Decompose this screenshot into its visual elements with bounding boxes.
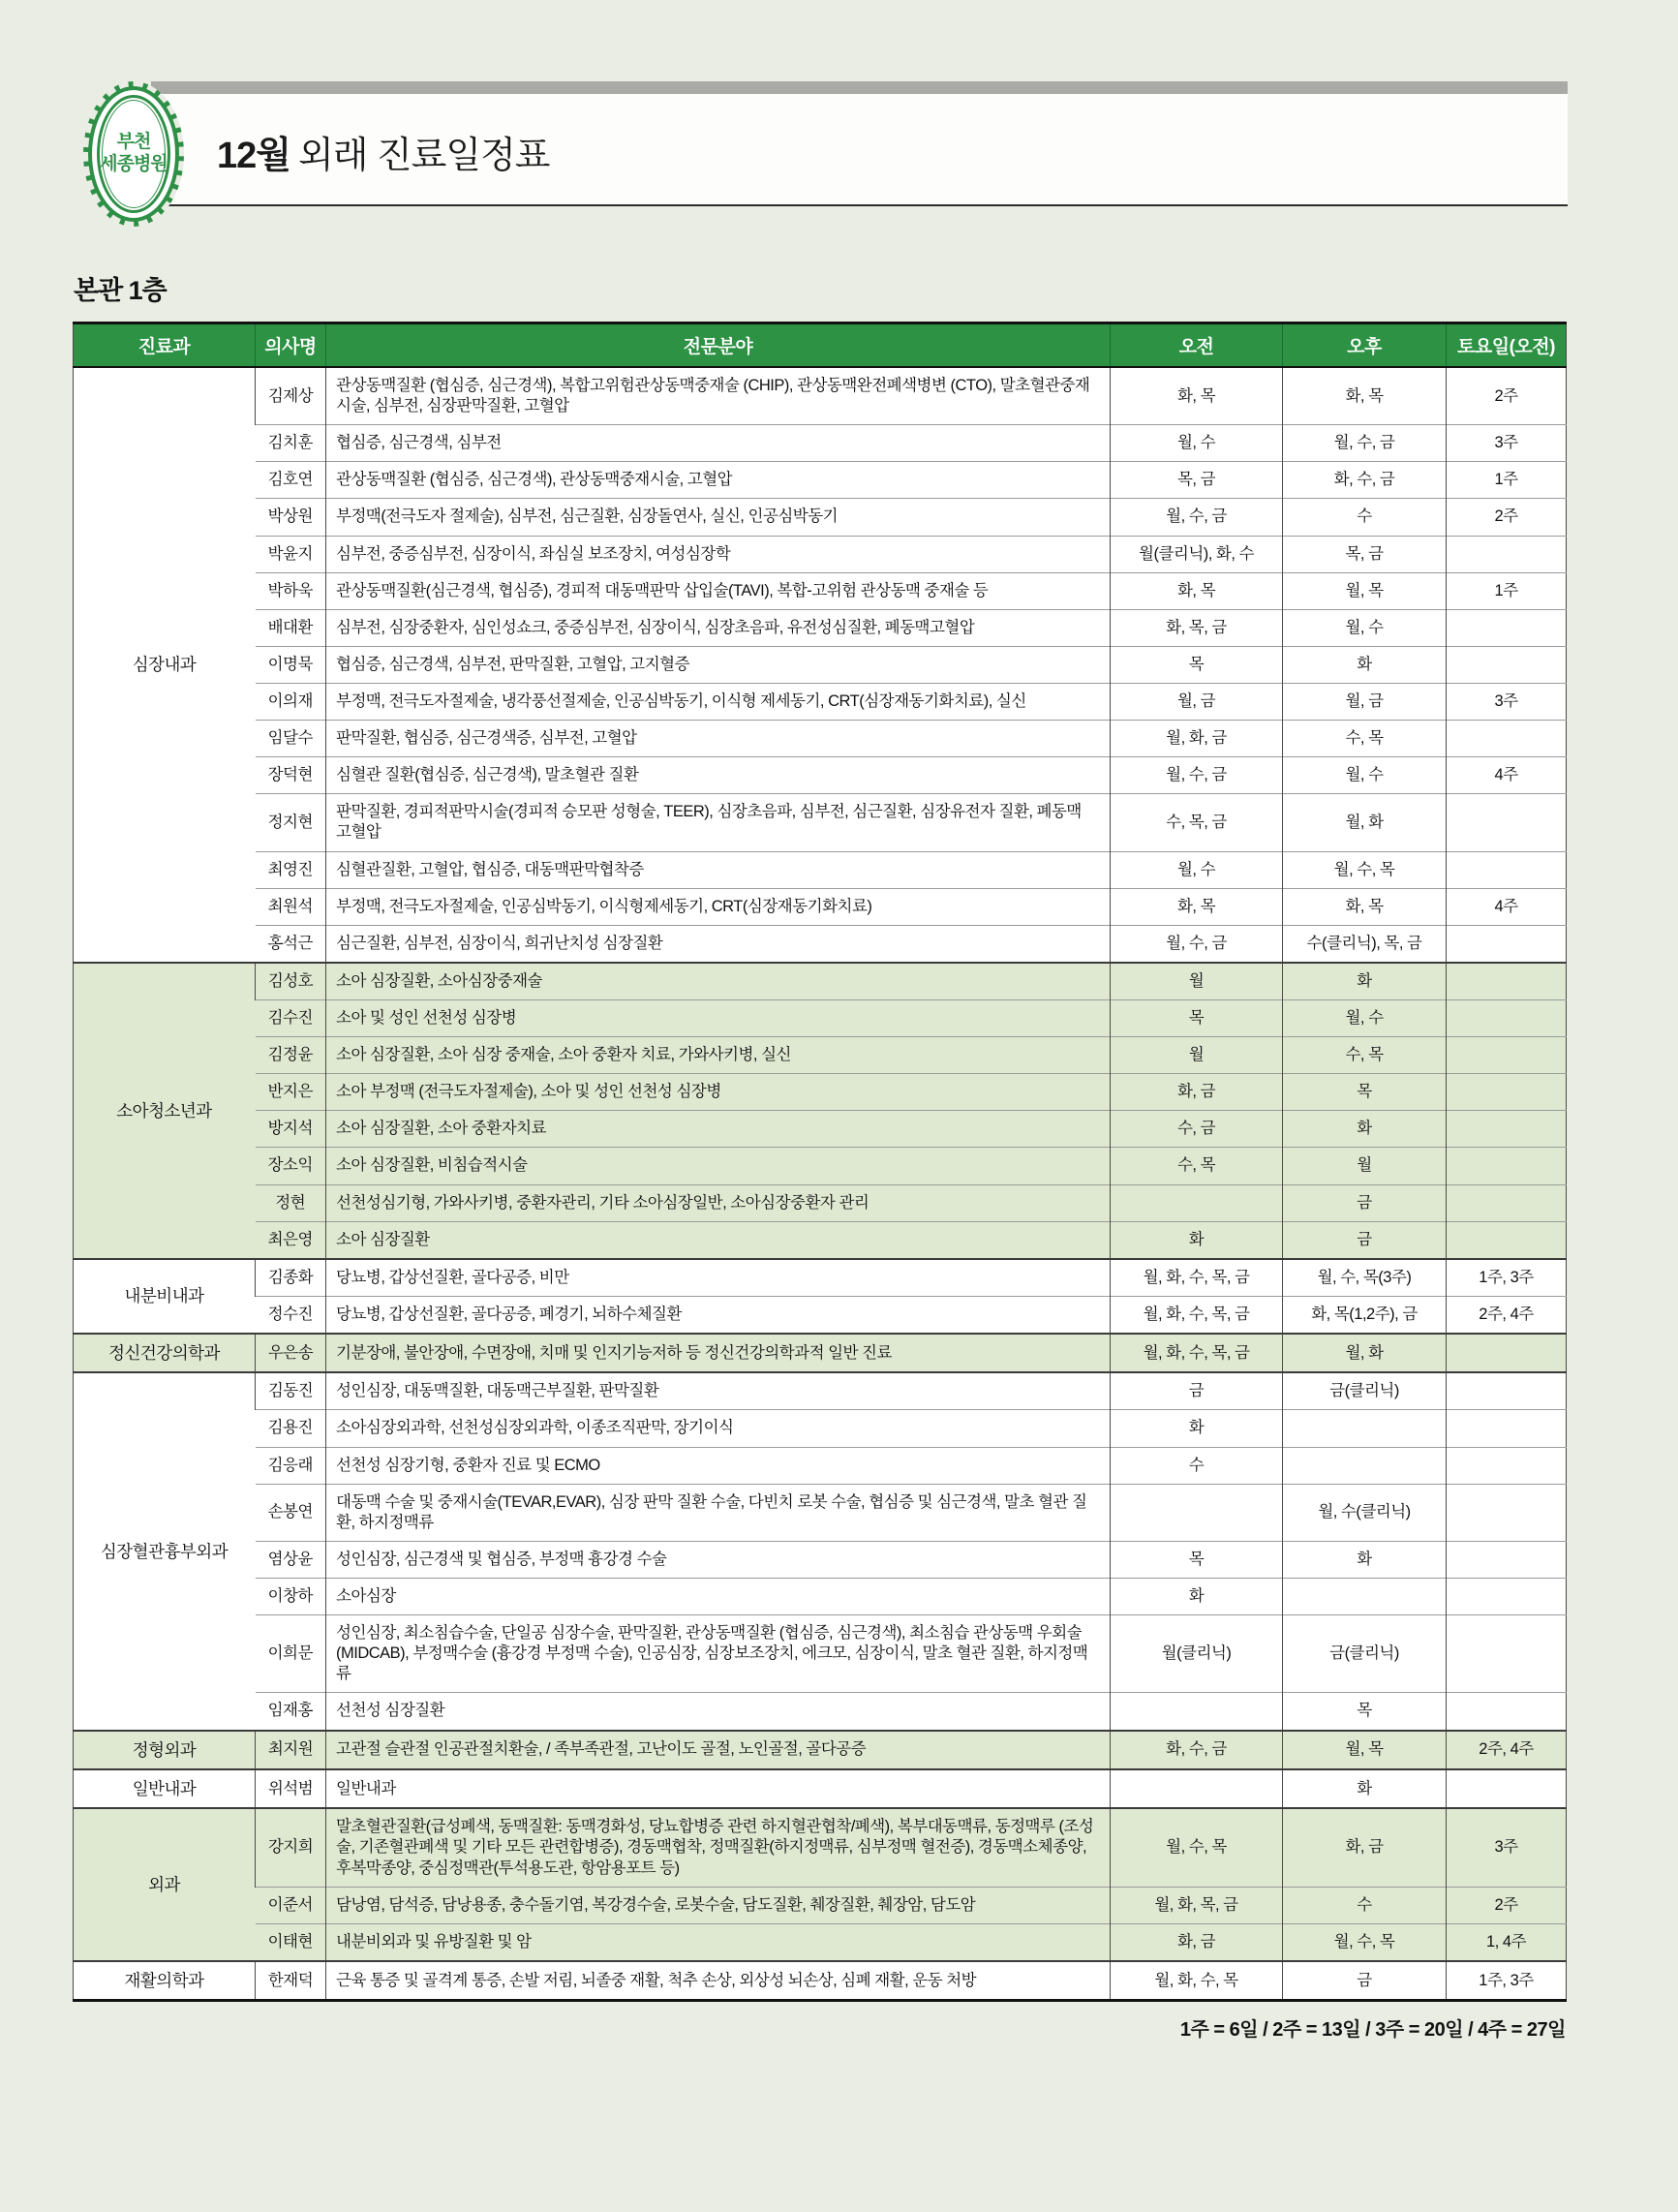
table-row (74, 1372, 1567, 1410)
pm-cell: 월, 화 (1283, 1334, 1447, 1372)
department-section (74, 1731, 1567, 1769)
am-cell (1111, 1484, 1283, 1541)
table-header-row (74, 323, 1567, 368)
department-section (74, 367, 1567, 963)
am-cell: 월, 수 (1111, 851, 1283, 888)
specialty-cell: 부정맥(전극도자 절제술), 심부전, 심근질환, 심장돌연사, 실신, 인공심박동기 (326, 499, 1111, 536)
table-row (74, 721, 1567, 757)
doctor-cell: 김용진 (256, 1410, 326, 1447)
doctor-cell: 박하욱 (256, 572, 326, 609)
table-row (74, 1259, 1567, 1297)
table-row (74, 963, 1567, 1000)
pm-cell: 월, 수, 금 (1283, 425, 1447, 462)
specialty-cell: 대동맥 수술 및 중재시술(TEVAR,EVAR), 심장 판막 질환 수술, 다빈치 로봇 수술, 협심증 및 심근경색, 말초 혈관 질환, 하지정맥류 (326, 1484, 1111, 1541)
saturday-cell: 1주 (1447, 572, 1567, 609)
pm-cell: 월, 화 (1283, 794, 1447, 851)
pm-cell: 금 (1283, 1221, 1447, 1259)
doctor-cell: 최영진 (256, 851, 326, 888)
saturday-cell: 2주 (1447, 499, 1567, 536)
title-month: 12월 (217, 135, 290, 176)
saturday-cell (1447, 1484, 1567, 1541)
department-cell: 정형외과 (74, 1731, 256, 1769)
doctor-cell: 방지석 (256, 1111, 326, 1148)
am-cell (1111, 1184, 1283, 1221)
department-section (74, 963, 1567, 1259)
doctor-cell: 김동진 (256, 1372, 326, 1410)
table-row (74, 851, 1567, 888)
saturday-cell: 4주 (1447, 888, 1567, 925)
pm-cell: 화, 목 (1283, 367, 1447, 425)
doctor-cell: 최지원 (256, 1731, 326, 1769)
pm-cell: 수, 목 (1283, 1037, 1447, 1074)
department-cell: 소아청소년과 (74, 963, 256, 1259)
title-divider (151, 204, 1568, 206)
table-row (74, 1615, 1567, 1693)
saturday-cell (1447, 1579, 1567, 1615)
department-section (74, 1334, 1567, 1372)
week-legend-footnote: 1주 = 6일 / 2주 = 13일 / 3주 = 20일 / 4주 = 27일 (1179, 2019, 1566, 2042)
saturday-cell: 4주 (1447, 757, 1567, 794)
saturday-cell: 1주, 3주 (1447, 1961, 1567, 2001)
am-cell: 월, 수 (1111, 425, 1283, 462)
doctor-cell: 최은영 (256, 1221, 326, 1259)
specialty-cell: 관상동맥질환 (협심증, 심근경색), 복합고위험관상동맥중재술 (CHIP), 관상동맥완전폐색병변 (CTO), 말초혈관중재시술, 심부전, 심장판막질환, 고혈압 (326, 367, 1111, 425)
doctor-cell: 이의재 (256, 683, 326, 720)
saturday-cell (1447, 1410, 1567, 1447)
doctor-cell: 김응래 (256, 1447, 326, 1484)
doctor-cell: 장덕현 (256, 757, 326, 794)
pm-cell: 금 (1283, 1961, 1447, 2001)
pm-cell: 월, 금 (1283, 683, 1447, 720)
am-cell: 월, 수, 목 (1111, 1808, 1283, 1887)
specialty-cell: 소아 및 성인 선천성 심장병 (326, 999, 1111, 1036)
saturday-cell (1447, 1111, 1567, 1148)
pm-cell: 금 (1283, 1184, 1447, 1221)
department-cell: 일반내과 (74, 1769, 256, 1808)
hospital-seal-logo (83, 81, 184, 227)
am-cell: 월(클리닉) (1111, 1615, 1283, 1693)
saturday-cell (1447, 721, 1567, 757)
am-cell: 월, 화, 수, 목 (1111, 1961, 1283, 2001)
table-row (74, 536, 1567, 572)
pm-cell: 화 (1283, 646, 1447, 683)
specialty-cell: 일반내과 (326, 1769, 1111, 1808)
saturday-cell: 3주 (1447, 1808, 1567, 1887)
doctor-cell: 박윤지 (256, 536, 326, 572)
specialty-cell: 협심증, 심근경색, 심부전 (326, 425, 1111, 462)
pm-cell: 수(클리닉), 목, 금 (1283, 925, 1447, 963)
table-row (74, 1221, 1567, 1259)
doctor-cell: 위석범 (256, 1769, 326, 1808)
am-cell: 월, 금 (1111, 683, 1283, 720)
department-section (74, 1769, 1567, 1808)
doctor-cell: 우은송 (256, 1334, 326, 1372)
table-row (74, 1074, 1567, 1111)
doctor-cell: 이태현 (256, 1923, 326, 1961)
pm-cell: 월, 수, 목 (1283, 1923, 1447, 1961)
saturday-cell: 1주, 3주 (1447, 1259, 1567, 1297)
table-row (74, 999, 1567, 1036)
saturday-cell: 1, 4주 (1447, 1923, 1567, 1961)
saturday-cell (1447, 609, 1567, 646)
doctor-cell: 장소익 (256, 1148, 326, 1184)
doctor-cell: 임재홍 (256, 1693, 326, 1731)
specialty-cell: 부정맥, 전극도자절제술, 냉각풍선절제술, 인공심박동기, 이식형 제세동기, CRT(심장재동기화치료), 실신 (326, 683, 1111, 720)
saturday-cell: 2주, 4주 (1447, 1296, 1567, 1334)
am-cell: 목 (1111, 999, 1283, 1036)
am-cell: 월, 수, 금 (1111, 925, 1283, 963)
pm-cell: 목 (1283, 1074, 1447, 1111)
schedule-table-wrapper (73, 322, 1566, 2042)
am-cell: 화 (1111, 1410, 1283, 1447)
specialty-cell: 관상동맥질환 (협심증, 심근경색), 관상동맥중재시술, 고혈압 (326, 462, 1111, 499)
table-row (74, 1037, 1567, 1074)
am-cell: 월(클리닉), 화, 수 (1111, 536, 1283, 572)
department-cell: 정신건강의학과 (74, 1334, 256, 1372)
pm-cell: 화 (1283, 1111, 1447, 1148)
table-row (74, 1296, 1567, 1334)
specialty-cell: 기분장애, 불안장애, 수면장애, 치매 및 인지기능저하 등 정신건강의학과적 일반 진료 (326, 1334, 1111, 1372)
saturday-cell (1447, 999, 1567, 1036)
specialty-cell: 소아심장 (326, 1579, 1111, 1615)
department-section (74, 1961, 1567, 2001)
specialty-cell: 담낭염, 담석증, 담낭용종, 충수돌기염, 복강경수술, 로봇수술, 담도질환, 췌장질환, 췌장암, 담도암 (326, 1887, 1111, 1923)
specialty-cell: 판막질환, 협심증, 심근경색증, 심부전, 고혈압 (326, 721, 1111, 757)
doctor-cell: 배대환 (256, 609, 326, 646)
saturday-cell (1447, 1615, 1567, 1693)
table-row (74, 1184, 1567, 1221)
specialty-cell: 소아 심장질환, 소아 중환자치료 (326, 1111, 1111, 1148)
doctor-cell: 염상윤 (256, 1541, 326, 1578)
table-row (74, 1579, 1567, 1615)
specialty-cell: 성인심장, 심근경색 및 협심증, 부정맥 흉강경 수술 (326, 1541, 1111, 1578)
saturday-cell (1447, 1372, 1567, 1410)
saturday-cell (1447, 1334, 1567, 1372)
specialty-cell: 내분비외과 및 유방질환 및 암 (326, 1923, 1111, 1961)
am-cell: 화, 목 (1111, 367, 1283, 425)
table-row (74, 925, 1567, 963)
pm-cell (1283, 1410, 1447, 1447)
table-header (74, 323, 1567, 368)
doctor-cell: 김제상 (256, 367, 326, 425)
specialty-cell: 소아 심장질환, 소아심장중재술 (326, 963, 1111, 1000)
table-row (74, 794, 1567, 851)
table-row (74, 425, 1567, 462)
am-cell: 목 (1111, 1541, 1283, 1578)
pm-cell: 월, 수, 목 (1283, 851, 1447, 888)
department-cell: 내분비내과 (74, 1259, 256, 1334)
saturday-cell: 2주 (1447, 1887, 1567, 1923)
table-row (74, 1111, 1567, 1148)
doctor-cell: 김치훈 (256, 425, 326, 462)
pm-cell: 화 (1283, 1541, 1447, 1578)
specialty-cell: 심부전, 중증심부전, 심장이식, 좌심실 보조장치, 여성심장학 (326, 536, 1111, 572)
doctor-cell: 정현 (256, 1184, 326, 1221)
table-row (74, 1808, 1567, 1887)
am-cell: 월, 수, 금 (1111, 499, 1283, 536)
saturday-cell (1447, 1447, 1567, 1484)
table-row (74, 1731, 1567, 1769)
pm-cell: 수, 목 (1283, 721, 1447, 757)
doctor-cell: 홍석근 (256, 925, 326, 963)
pm-cell: 화, 금 (1283, 1808, 1447, 1887)
doctor-cell: 임달수 (256, 721, 326, 757)
saturday-cell (1447, 1541, 1567, 1578)
pm-cell: 목, 금 (1283, 536, 1447, 572)
specialty-cell: 판막질환, 경피적판막시술(경피적 승모판 성형술, TEER), 심장초음파, 심부전, 심근질환, 심장유전자 질환, 폐동맥 고혈압 (326, 794, 1111, 851)
pm-cell: 화 (1283, 963, 1447, 1000)
table-row (74, 683, 1567, 720)
pm-cell (1283, 1447, 1447, 1484)
am-cell: 목, 금 (1111, 462, 1283, 499)
column-header: 전문분야 (326, 323, 1111, 368)
specialty-cell: 관상동맥질환(심근경색, 협심증), 경피적 대동맥판막 삽입술(TAVI), 복합-고위험 관상동맥 중재술 등 (326, 572, 1111, 609)
table-row (74, 1484, 1567, 1541)
pm-cell: 화, 목(1,2주), 금 (1283, 1296, 1447, 1334)
pm-cell: 금(클리닉) (1283, 1372, 1447, 1410)
doctor-cell: 정수진 (256, 1296, 326, 1334)
table-row (74, 1334, 1567, 1372)
saturday-cell (1447, 963, 1567, 1000)
am-cell: 금 (1111, 1372, 1283, 1410)
doctor-cell: 이준서 (256, 1887, 326, 1923)
doctor-cell: 이희문 (256, 1615, 326, 1693)
floor-heading: 본관 1층 (74, 276, 167, 305)
am-cell: 월, 화, 수, 목, 금 (1111, 1334, 1283, 1372)
column-header: 오후 (1283, 323, 1447, 368)
specialty-cell: 협심증, 심근경색, 심부전, 판막질환, 고혈압, 고지혈증 (326, 646, 1111, 683)
pm-cell: 금(클리닉) (1283, 1615, 1447, 1693)
am-cell: 월 (1111, 963, 1283, 1000)
am-cell: 화, 목 (1111, 888, 1283, 925)
pm-cell: 월 (1283, 1148, 1447, 1184)
pm-cell: 월, 목 (1283, 572, 1447, 609)
table-row (74, 1410, 1567, 1447)
doctor-cell: 김종화 (256, 1259, 326, 1297)
am-cell: 화 (1111, 1221, 1283, 1259)
pm-cell: 수 (1283, 1887, 1447, 1923)
seal-text-line1: 부천 (116, 132, 151, 153)
department-cell: 심장혈관흉부외과 (74, 1372, 256, 1730)
pm-cell: 월, 수(클리닉) (1283, 1484, 1447, 1541)
table-row (74, 1541, 1567, 1578)
specialty-cell: 성인심장, 대동맥질환, 대동맥근부질환, 판막질환 (326, 1372, 1111, 1410)
seal-text-line2: 세종병원 (100, 154, 168, 174)
table-row (74, 1769, 1567, 1808)
doctor-cell: 이창하 (256, 1579, 326, 1615)
saturday-cell (1447, 1184, 1567, 1221)
specialty-cell: 소아심장외과학, 선천성심장외과학, 이종조직판막, 장기이식 (326, 1410, 1111, 1447)
table-row (74, 1887, 1567, 1923)
top-gray-bar (151, 81, 1568, 94)
table-row (74, 646, 1567, 683)
saturday-cell (1447, 1769, 1567, 1808)
doctor-cell: 김성호 (256, 963, 326, 1000)
doctor-cell: 한재덕 (256, 1961, 326, 2001)
specialty-cell: 소아 심장질환, 비침습적시술 (326, 1148, 1111, 1184)
doctor-cell: 김수진 (256, 999, 326, 1036)
pm-cell: 화, 수, 금 (1283, 462, 1447, 499)
doctor-cell: 강지희 (256, 1808, 326, 1887)
specialty-cell: 당뇨병, 갑상선질환, 골다공증, 비만 (326, 1259, 1111, 1297)
doctor-cell: 김호연 (256, 462, 326, 499)
table-row (74, 1447, 1567, 1484)
pm-cell: 월, 수, 목(3주) (1283, 1259, 1447, 1297)
table-row (74, 572, 1567, 609)
saturday-cell (1447, 1037, 1567, 1074)
department-cell: 심장내과 (74, 367, 256, 963)
pm-cell: 수 (1283, 499, 1447, 536)
department-section (74, 1259, 1567, 1334)
pm-cell: 월, 목 (1283, 1731, 1447, 1769)
am-cell (1111, 1693, 1283, 1731)
am-cell: 화 (1111, 1579, 1283, 1615)
am-cell: 월, 화, 수, 목, 금 (1111, 1259, 1283, 1297)
department-section (74, 1372, 1567, 1730)
column-header: 토요일(오전) (1447, 323, 1567, 368)
column-header: 진료과 (74, 323, 256, 368)
pm-cell: 화, 목 (1283, 888, 1447, 925)
saturday-cell (1447, 1221, 1567, 1259)
specialty-cell: 심부전, 심장중환자, 심인성쇼크, 중증심부전, 심장이식, 심장초음파, 유전성심질환, 폐동맥고혈압 (326, 609, 1111, 646)
table-row (74, 499, 1567, 536)
doctor-cell: 최원석 (256, 888, 326, 925)
specialty-cell: 소아 심장질환, 소아 심장 중재술, 소아 중환자 치료, 가와사키병, 실신 (326, 1037, 1111, 1074)
pm-cell: 화 (1283, 1769, 1447, 1808)
saturday-cell (1447, 646, 1567, 683)
am-cell: 수, 금 (1111, 1111, 1283, 1148)
specialty-cell: 선천성 심장기형, 중환자 진료 및 ECMO (326, 1447, 1111, 1484)
department-cell: 재활의학과 (74, 1961, 256, 2001)
saturday-cell (1447, 1074, 1567, 1111)
specialty-cell: 고관절 슬관절 인공관절치환술, / 족부족관절, 고난이도 골절, 노인골절, 골다공증 (326, 1731, 1111, 1769)
specialty-cell: 성인심장, 최소침습수술, 단일공 심장수술, 판막질환, 관상동맥질환 (협심증, 심근경색), 최소침습 관상동맥 우회술 (MIDCAB), 부정맥수술 (흉강경 부정맥 수술), 인공심장, 심장보조장치, 에크모, 심장이식, 말초 혈관 질환, 하지정맥류 (326, 1615, 1111, 1693)
specialty-cell: 부정맥, 전극도자절제술, 인공심박동기, 이식형제세동기, CRT(심장재동기화치료) (326, 888, 1111, 925)
specialty-cell: 선천성 심장질환 (326, 1693, 1111, 1731)
saturday-cell (1447, 536, 1567, 572)
doctor-cell: 손봉연 (256, 1484, 326, 1541)
am-cell (1111, 1769, 1283, 1808)
table-row (74, 609, 1567, 646)
table-row (74, 757, 1567, 794)
department-section (74, 1808, 1567, 1961)
schedule-table (73, 322, 1567, 2002)
pm-cell: 월, 수 (1283, 609, 1447, 646)
title-text: 외래 진료일정표 (297, 135, 550, 176)
am-cell: 월 (1111, 1037, 1283, 1074)
saturday-cell (1447, 851, 1567, 888)
column-header: 오전 (1111, 323, 1283, 368)
am-cell: 화, 금 (1111, 1923, 1283, 1961)
saturday-cell (1447, 794, 1567, 851)
saturday-cell: 3주 (1447, 425, 1567, 462)
doctor-cell: 반지은 (256, 1074, 326, 1111)
table-row (74, 1961, 1567, 2001)
specialty-cell: 말초혈관질환(급성폐색, 동맥질환: 동맥경화성, 당뇨합병증 관련 하지혈관협착/폐색), 복부대동맥류, 동정맥루 (조성술, 기존혈관폐색 및 기타 모든 관련합병증), 경동맥협착, 정맥질환(하지정맥류, 심부정맥 혈전증), 경동맥소체종양, 후복막종양, 중심정맥관(투석용도관, 항암용포트 등) (326, 1808, 1111, 1887)
page-title (217, 122, 550, 180)
pm-cell: 월, 수 (1283, 757, 1447, 794)
table-row (74, 888, 1567, 925)
saturday-cell: 1주 (1447, 462, 1567, 499)
table-row (74, 1923, 1567, 1961)
specialty-cell: 심근질환, 심부전, 심장이식, 희귀난치성 심장질환 (326, 925, 1111, 963)
column-header: 의사명 (256, 323, 326, 368)
am-cell: 화, 금 (1111, 1074, 1283, 1111)
saturday-cell (1447, 925, 1567, 963)
saturday-cell: 2주, 4주 (1447, 1731, 1567, 1769)
am-cell: 월, 화, 목, 금 (1111, 1887, 1283, 1923)
pm-cell: 목 (1283, 1693, 1447, 1731)
table-row (74, 462, 1567, 499)
doctor-cell: 박상원 (256, 499, 326, 536)
saturday-cell (1447, 1693, 1567, 1731)
specialty-cell: 선천성심기형, 가와사키병, 중환자관리, 기타 소아심장일반, 소아심장중환자 관리 (326, 1184, 1111, 1221)
am-cell: 화, 수, 금 (1111, 1731, 1283, 1769)
am-cell: 화, 목, 금 (1111, 609, 1283, 646)
table-row (74, 367, 1567, 425)
department-cell: 외과 (74, 1808, 256, 1961)
am-cell: 월, 화, 금 (1111, 721, 1283, 757)
specialty-cell: 심혈관 질환(협심증, 심근경색), 말초혈관 질환 (326, 757, 1111, 794)
doctor-cell: 정지현 (256, 794, 326, 851)
am-cell: 수, 목 (1111, 1148, 1283, 1184)
am-cell: 월, 수, 금 (1111, 757, 1283, 794)
doctor-cell: 김정윤 (256, 1037, 326, 1074)
saturday-cell: 2주 (1447, 367, 1567, 425)
doctor-cell: 이명묵 (256, 646, 326, 683)
specialty-cell: 소아 부정맥 (전극도자절제술), 소아 및 성인 선천성 심장병 (326, 1074, 1111, 1111)
am-cell: 월, 화, 수, 목, 금 (1111, 1296, 1283, 1334)
am-cell: 수 (1111, 1447, 1283, 1484)
am-cell: 화, 목 (1111, 572, 1283, 609)
specialty-cell: 소아 심장질환 (326, 1221, 1111, 1259)
am-cell: 수, 목, 금 (1111, 794, 1283, 851)
table-row (74, 1693, 1567, 1731)
saturday-cell (1447, 1148, 1567, 1184)
pm-cell: 월, 수 (1283, 999, 1447, 1036)
am-cell: 목 (1111, 646, 1283, 683)
saturday-cell: 3주 (1447, 683, 1567, 720)
seal-text (88, 86, 179, 222)
specialty-cell: 당뇨병, 갑상선질환, 골다공증, 폐경기, 뇌하수체질환 (326, 1296, 1111, 1334)
specialty-cell: 근육 통증 및 골격계 통증, 손발 저림, 뇌졸중 재활, 척추 손상, 외상성 뇌손상, 심폐 재활, 운동 처방 (326, 1961, 1111, 2001)
specialty-cell: 심혈관질환, 고혈압, 협심증, 대동맥판막협착증 (326, 851, 1111, 888)
pm-cell (1283, 1579, 1447, 1615)
table-row (74, 1148, 1567, 1184)
